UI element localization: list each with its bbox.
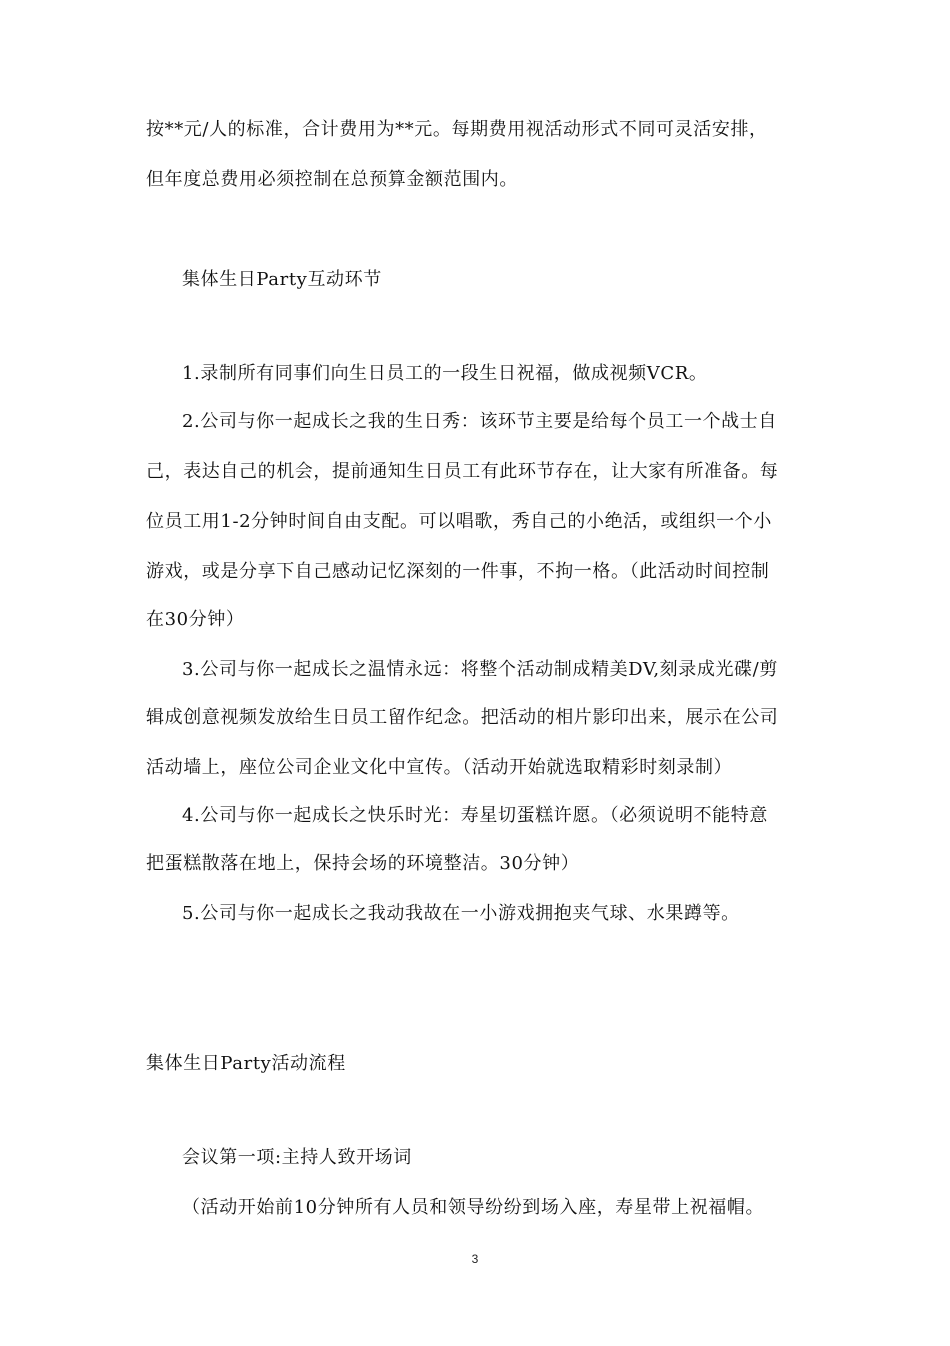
body-text-line: （活动开始前10分钟所有人员和领导纷纷到场入座，寿星带上祝福帽。 <box>182 1197 765 1218</box>
section-heading: 集体生日Party互动环节 <box>182 269 382 290</box>
list-item-text: 2.公司与你一起成长之我的生日秀：该环节主要是给每个员工一个战士自 <box>182 411 777 432</box>
list-item-text: 5.公司与你一起成长之我动我故在一小游戏拥抱夹气球、水果蹲等。 <box>182 903 740 924</box>
list-item-text: 3.公司与你一起成长之温情永远：将整个活动制成精美DV,刻录成光碟/剪 <box>182 659 778 680</box>
body-text-line: 位员工用1-2分钟时间自由支配。可以唱歌，秀自己的小绝活，或组织一个小 <box>146 511 772 532</box>
body-text-line: 辑成创意视频发放给生日员工留作纪念。把活动的相片影印出来，展示在公司 <box>146 707 779 728</box>
body-text-line: 游戏，或是分享下自己感动记忆深刻的一件事，不拘一格。（此活动时间控制 <box>146 561 770 582</box>
body-text-line: 按**元/人的标准，合计费用为**元。每期费用视活动形式不同可灵活安排， <box>146 119 768 140</box>
page-number: 3 <box>471 1252 479 1266</box>
body-text-line: 把蛋糕散落在地上，保持会场的环境整洁。30分钟） <box>146 853 580 874</box>
list-item-text: 1.录制所有同事们向生日员工的一段生日祝福，做成视频VCR。 <box>182 363 708 384</box>
body-text-line: 会议第一项:主持人致开场词 <box>182 1147 412 1168</box>
body-text-line: 在30分钟） <box>146 609 245 630</box>
body-text-line: 活动墙上，座位公司企业文化中宣传。（活动开始就选取精彩时刻录制） <box>146 757 733 778</box>
body-text-line: 但年度总费用必须控制在总预算金额范围内。 <box>146 169 518 190</box>
body-text-line: 己，表达自己的机会，提前通知生日员工有此环节存在，让大家有所准备。每 <box>146 461 779 482</box>
section-heading: 集体生日Party活动流程 <box>146 1053 346 1074</box>
list-item-text: 4.公司与你一起成长之快乐时光：寿星切蛋糕许愿。（必须说明不能特意 <box>182 805 768 826</box>
